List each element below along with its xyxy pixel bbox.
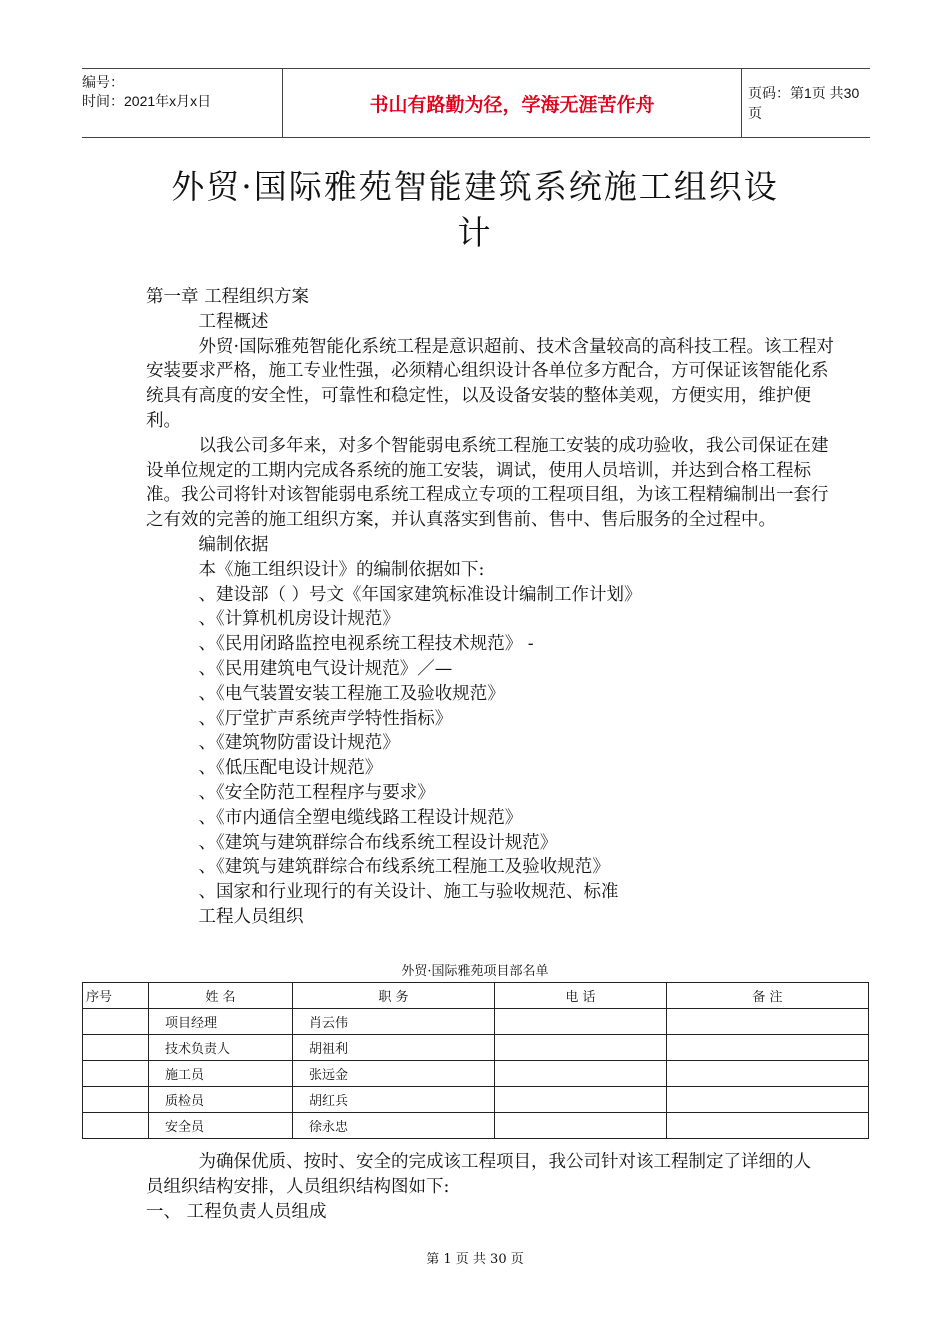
basis-item: 、《民用建筑电气设计规范》／— bbox=[198, 658, 453, 679]
title-line-1: 外贸·国际雅苑智能建筑系统施工组织设 bbox=[171, 167, 779, 206]
document-title bbox=[120, 164, 830, 256]
table-cell: 徐永忠 bbox=[293, 1113, 495, 1139]
paragraph-overview-2: 以我公司多年来，对多个智能弱电系统工程施工安装的成功验收，我公司保证在建设单位规定的工期内完成各系统的施工安装，调试，使用人员培训，并达到合格工程标准。我公司将针对该智能弱电系统工程成立专项的工程项目组，为该工程精编制出一套行之有效的完善的施工组织方案，并认真落实到售前、售中、售后服务的全过程中。 bbox=[146, 435, 829, 531]
table-cell: 肖云伟 bbox=[293, 1009, 495, 1035]
basis-item: 、《市内通信全塑电缆线路工程设计规范》 bbox=[198, 807, 523, 828]
page-footer: 第 1 页 共 30 页 bbox=[426, 1252, 524, 1267]
table-header-cell: 序号 bbox=[83, 983, 149, 1009]
table-cell bbox=[495, 1035, 667, 1061]
basis-item: 、《安全防范工程程序与要求》 bbox=[198, 782, 435, 803]
section-heading-overview: 工程概述 bbox=[198, 311, 269, 332]
basis-item: 、《厅堂扩声系统声学特性指标》 bbox=[198, 708, 453, 729]
table-caption: 外贸·国际雅苑项目部名单 bbox=[401, 964, 549, 979]
table-cell: 质检员 bbox=[149, 1087, 293, 1113]
table-row bbox=[83, 1035, 869, 1061]
table-row bbox=[83, 1087, 869, 1113]
table-cell bbox=[667, 1009, 869, 1035]
page-header bbox=[82, 68, 870, 138]
table-cell bbox=[667, 1035, 869, 1061]
after-table-text bbox=[146, 1150, 826, 1224]
title-line-2: 计 bbox=[457, 213, 493, 252]
paragraph-org-structure: 为确保优质、按时、安全的完成该工程项目，我公司针对该工程制定了详细的人员组织结构安排，人员组织结构图如下: bbox=[146, 1152, 811, 1197]
table-cell: 项目经理 bbox=[149, 1009, 293, 1035]
table-cell: 技术负责人 bbox=[149, 1035, 293, 1061]
section-heading-basis: 编制依据 bbox=[198, 534, 269, 555]
number-label: 编号： bbox=[82, 74, 124, 90]
table-row bbox=[83, 1009, 869, 1035]
basis-list bbox=[146, 583, 836, 905]
basis-item: 、国家和行业现行的有关设计、施工与验收规范、标准 bbox=[198, 882, 619, 903]
basis-item: 、《建筑物防雷设计规范》 bbox=[198, 733, 400, 754]
table-cell: 张远金 bbox=[293, 1061, 495, 1087]
table-cell: 施工员 bbox=[149, 1061, 293, 1087]
table-cell bbox=[83, 1009, 149, 1035]
basis-item: 、《电气装置安装工程施工及验收规范》 bbox=[198, 683, 505, 704]
table-cell bbox=[83, 1061, 149, 1087]
table-header-cell: 姓 名 bbox=[149, 983, 293, 1009]
table-cell bbox=[83, 1035, 149, 1061]
table-cell bbox=[495, 1009, 667, 1035]
table-header-row bbox=[83, 983, 869, 1009]
table-header-cell: 电 话 bbox=[495, 983, 667, 1009]
staff-table bbox=[82, 982, 869, 1139]
list-item-responsible-staff: 一、 工程负责人员组成 bbox=[146, 1201, 327, 1222]
header-page-info: 页码：第1页 共30页 bbox=[748, 85, 860, 121]
basis-item: 、《低压配电设计规范》 bbox=[198, 758, 383, 779]
basis-item: 、《建筑与建筑群综合布线系统工程设计规范》 bbox=[198, 832, 558, 853]
time-label: 时间：2021年x月x日 bbox=[82, 93, 212, 109]
basis-item: 、建设部（ ）号文《年国家建筑标准设计编制工作计划》 bbox=[198, 584, 642, 605]
chapter-heading: 第一章 工程组织方案 bbox=[146, 287, 310, 307]
section-heading-staff: 工程人员组织 bbox=[198, 906, 304, 927]
paragraph-overview-1: 外贸·国际雅苑智能化系统工程是意识超前、技术含量较高的高科技工程。该工程对安装要求严格，施工专业性强，必须精心组织设计各单位多方配合，方可保证该智能化系统具有高度的安全性，可靠性和稳定性，以及设备安装的整体美观，方便实用，维护便利。 bbox=[146, 336, 835, 431]
table-cell bbox=[495, 1087, 667, 1113]
table-header-cell: 备 注 bbox=[667, 983, 869, 1009]
basis-intro: 本《施工组织设计》的编制依据如下: bbox=[198, 559, 485, 580]
table-row bbox=[83, 1061, 869, 1087]
table-cell bbox=[495, 1113, 667, 1139]
table-cell bbox=[667, 1113, 869, 1139]
table-cell: 安全员 bbox=[149, 1113, 293, 1139]
document-body bbox=[146, 285, 836, 930]
table-header-cell: 职 务 bbox=[293, 983, 495, 1009]
table-cell: 胡祖利 bbox=[293, 1035, 495, 1061]
table-cell: 胡红兵 bbox=[293, 1087, 495, 1113]
table-cell bbox=[667, 1061, 869, 1087]
table-cell bbox=[667, 1087, 869, 1113]
table-cell bbox=[83, 1087, 149, 1113]
table-cell bbox=[83, 1113, 149, 1139]
basis-item: 、《建筑与建筑群综合布线系统工程施工及验收规范》 bbox=[198, 857, 610, 878]
table-row bbox=[83, 1113, 869, 1139]
header-meta bbox=[82, 69, 282, 141]
basis-item: 、《民用闭路监控电视系统工程技术规范》 - bbox=[198, 634, 534, 655]
header-motto: 书山有路勤为径，学海无涯苦作舟 bbox=[282, 69, 742, 137]
basis-item: 、《计算机机房设计规范》 bbox=[198, 609, 400, 630]
table-cell bbox=[495, 1061, 667, 1087]
